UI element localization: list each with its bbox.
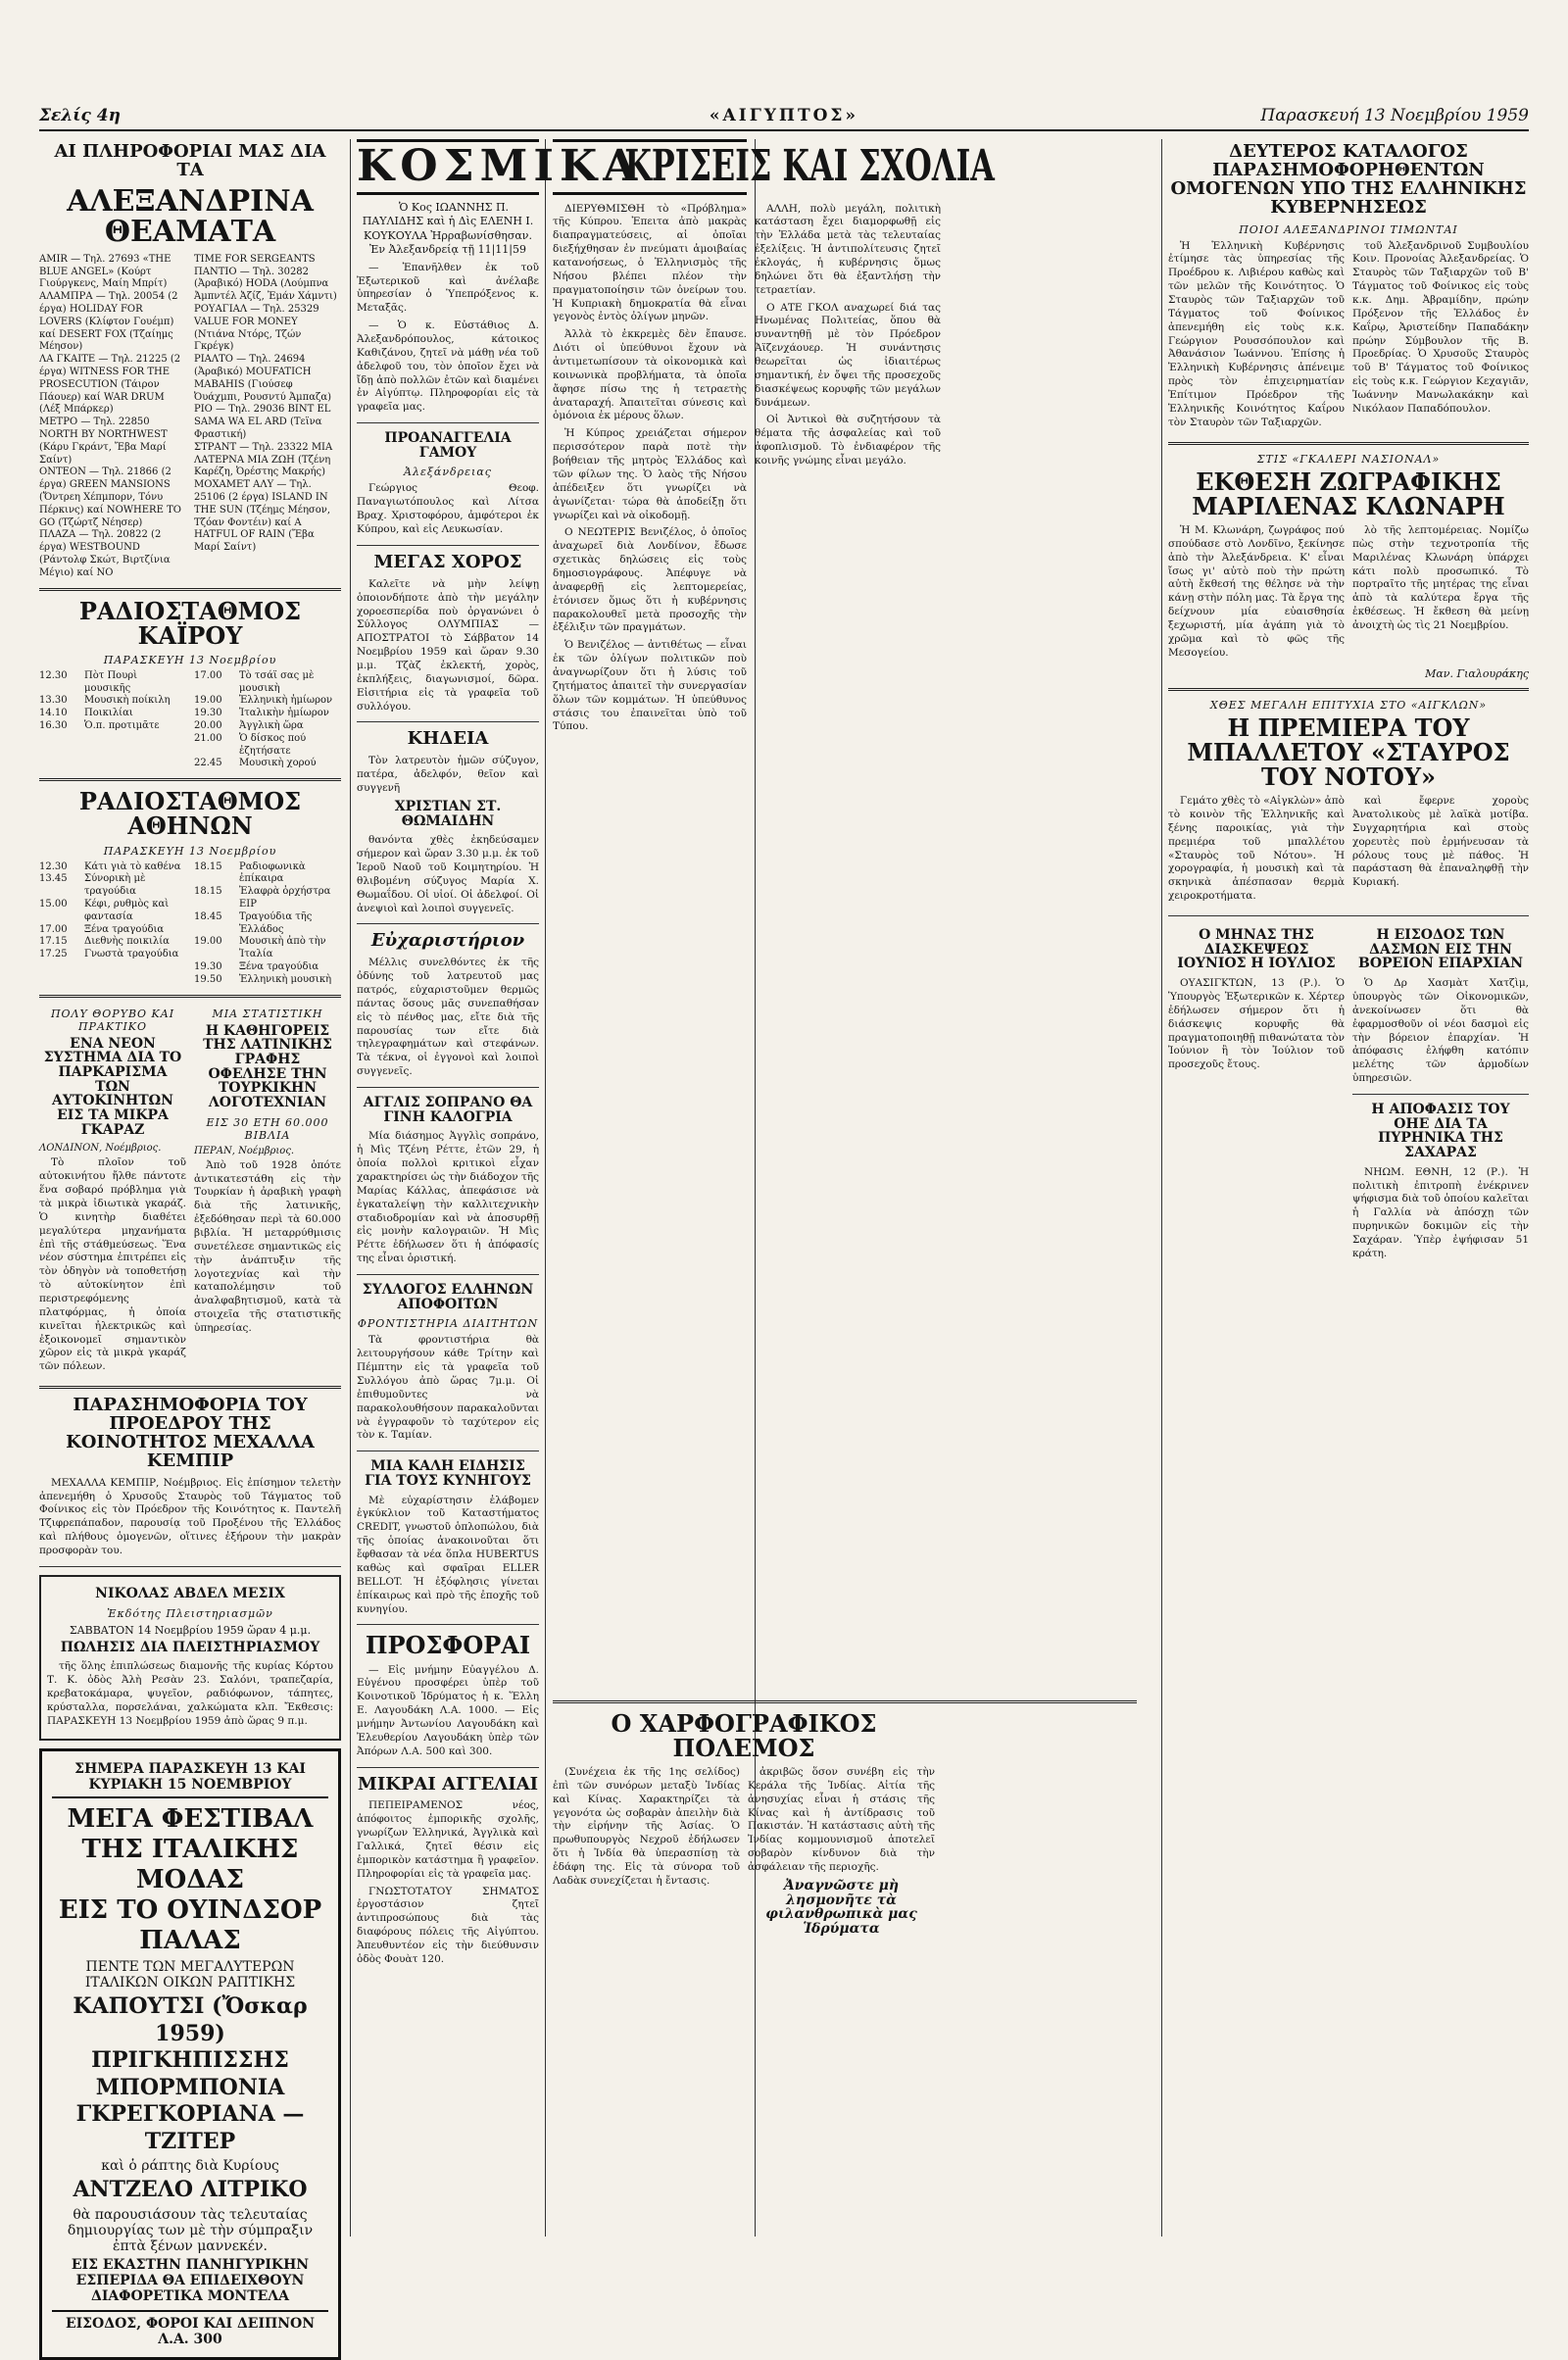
gallery-paragraph: Ἡ Μ. Κλωνάρη, ζωγράφος πού σπούδασε στὸ Λονδῖνο, ξεκίνησε ἀπὸ τὴν Ἀλεξάνδρεια. Κ' εἶναι ἴσως γι' αὐτὸ ποὺ τὴν πρώτη αὐτὴ ἔκθεσή της θέλησε νὰ τὴν κάνῃ στὴν πόλη μας. Τὰ ἔργα της δείχνουν μία εὐαισθησία ξεχωριστή, μία ἀγάπη γιὰ τὸ χρῶμα καὶ τὸ φῶς τῆς Μεσογείου.	[1168, 523, 1345, 659]
program: Ὁ δίσκος πού ἐζητήσατε	[239, 732, 307, 757]
program: Ἰταλικὴν ἡμίωρον	[239, 708, 329, 719]
cinema-entry: AMIR — Τηλ. 27693 «THE BLUE ANGEL» (Κούρτ Γιούργκενς, Μαίη Μπρίτ)	[39, 253, 172, 290]
funeral-intro: Τὸν λατρευτὸν ἡμῶν σύζυγον, πατέρα, ἀδελφόν, θεῖον καὶ συγγενῆ	[357, 755, 539, 795]
comment-paragraph: Ὁ Βενιζέλος — ἀντιθέτως — εἶναι ἐκ τῶν ὀλίγων πολιτικῶν ποὺ ἀναγνωρίζουν ὅτι ἡ λύσις τοῦ ζητήματος ἀπαιτεῖ τὴν συνεργασίαν ὅλων τῶν κομμάτων. Ἡ ὑπεύθυνος στάσις του ἐπαινεῖται ὑπὸ τοῦ Τύπου.	[553, 639, 747, 733]
traffic-dateline: ΛΟΝΔΙΝΟΝ, Νοέμβριος.	[39, 1143, 162, 1155]
cinema-listing	[39, 254, 341, 580]
ballet-kicker: ΧΘΕΣ ΜΕΓΑΛΗ ΕΠΙΤΥΧΙΑ ΣΤΟ «ΑΙΓΚΛΩΝ»	[1209, 698, 1488, 712]
program: Μουσικὴ ποίκιλη	[84, 695, 171, 707]
cinema-entry: ΡΙΟ — Τηλ. 29036 BINT EL SAMA WA EL ARD (Τεϊνα Φραστική)	[194, 404, 331, 440]
ballet-body	[1168, 795, 1529, 908]
wedding-title: ΠΡΟΑΝΑΓΓΕΛΙΑ ΓΑΜΟΥ	[384, 430, 512, 461]
cinema-entry: ΠΑΝΤΙΟ — Τηλ. 30282 (Ἀραβικό) HODA (Λούμπνα Ἀμπντέλ Ἀζίζ, Ἐμάν Χάμντι)	[194, 266, 337, 303]
funeral-name: ΧΡΙΣΤΙΑΝ ΣΤ. ΘΩΜΑΙΔΗΝ	[394, 798, 502, 829]
cinema-entry: TIME FOR SERGEANTS	[194, 253, 316, 265]
comment-paragraph: Ἀλλὰ τὸ ἐκκρεμὲς δὲν ἔπαυσε. Διότι οἱ ὑπεύθυνοι ἔχουν νὰ ἀντιμετωπίσουν τὰ οἰκονομικὰ καὶ κοινωνικὰ προβλήματα, τὰ ὁποῖα ἄφησε πίσω της ἡ τετραετὴς ἀναταραχή. Ἀπαιτεῖται σύνεσις καὶ ὁμόνοια ἐκ μέρους ὅλων.	[553, 328, 747, 422]
comment-paragraph: Ἡ Κύπρος χρειάζεται σήμερον περισσότερον παρὰ ποτὲ τὴν βοήθειαν τῆς μητρὸς Ἑλλάδος καὶ τῶν φίλων της. Ὁ λαὸς τῆς Νήσου ἀπέδειξεν ὅτι γνωρίζει νὰ ἀγωνίζεται· τώρα θὰ ἀποδείξῃ ὅτι γνωρίζει καὶ νὰ οἰκοδομῇ.	[553, 427, 747, 521]
comment-paragraph: Ο ΝΕΩΤΕΡΙΣ Βενιζέλος, ὁ ὁποῖος ἀναχωρεῖ διὰ Λονδίνον, ἔδωσε σχετικὰς δηλώσεις εἰς τοὺς δημοσιογράφους. Ἀπέφυγε νὰ ἀναφερθῇ εἰς λεπτομερείας, ἐτόνισεν ὅμως ὅτι ἡ κυβέρνησις παρακολουθεῖ μετὰ προσοχῆς τὴν ἐξέλιξιν τῶν πραγμάτων.	[553, 526, 747, 634]
comment-paragraph: Οἱ Ἀντικοὶ θὰ συζητήσουν τὰ θέματα τῆς ἀσφαλείας καὶ τοῦ ἀφοπλισμοῦ. Τὸ ἐνδιαφέρον τῆς κοινῆς γνώμης εἶναι μεγάλο.	[755, 414, 941, 467]
festival-line: ΚΑΠΟΥΤΣΙ (Ὄσκαρ 1959)	[73, 1993, 308, 2046]
program: Διεθνὴς ποικιλία	[84, 936, 170, 948]
ballet-paragraph: Γεμάτο χθὲς τὸ «Αἰγκλὼν» ἀπὸ τὸ κοινὸν τῆς Ἑλληνικῆς καὶ ξένης παροικίας, γιὰ τὴν πρεμιέρα τοῦ μπαλλέτου «Σταυρὸς τοῦ Νότου». Ἡ χορογραφία, ἡ μουσικὴ καὶ τὰ σκηνικὰ ἀπέσπασαν θερμὰ χειροκροτήματα.	[1168, 795, 1345, 903]
time: 12.30	[39, 860, 68, 872]
info-title: ΑΙ ΠΛΗΡΟΦΟΡΙΑΙ ΜΑΣ ΔΙΑ ΤΑ	[54, 141, 326, 180]
gallery-headline: ΕΚΘΕΣΗ ΖΩΓΡΑΦΙΚΗΣ ΜΑΡΙΛΕΝΑΣ ΚΛΩΝΑΡΗ	[1192, 467, 1505, 520]
program: Ποικιλίαι	[84, 708, 133, 719]
time: 20.00	[194, 720, 222, 732]
small-ad: ΓΝΩΣΤΟΤΑΤΟΥ ΣΗΜΑΤΟΣ ἐργοστάσιον ζητεῖ ἀντιπροσώπους διὰ τὰς διαφόρους πόλεις τῆς Αἰγύπτου. Ἀπευθυντέον εἰς τὴν διεύθυνσιν ὁδὸς Φουὰτ 120.	[357, 1885, 539, 1965]
catalog-title: ΔΕΥΤΕΡΟΣ ΚΑΤΑΛΟΓΟΣ ΠΑΡΑΣΗΜΟΦΟΡΗΘΕΝΤΩΝ ΟΜΟΓΕΝΩΝ ΥΠΟ ΤΗΣ ΕΛΛΗΝΙΚΗΣ ΚΥΒΕΡΝΗΣΕΩΣ	[1170, 141, 1527, 218]
program: Ραδιοφωνικὰ ἐπίκαιρα	[239, 860, 306, 885]
radio-cairo-title: ΡΑΔΙΟΣΤΑΘΜΟΣ ΚΑΪΡΟΥ	[78, 596, 302, 650]
stats-dateline: ΠΕΡΑΝ, Νοέμβριος.	[194, 1145, 295, 1156]
auction-body: τῆς ὅλης ἐπιπλώσεως διαμονῆς τῆς κυρίας Κόρτου Τ. Κ. ὁδὸς Ἀλὴ Ρεσὰν 23. Σαλόνι, τραπεζαρία, κρεβατοκάμαρα, ψυγεῖον, ραδιόφωνον, τάπητες, κρύσταλλα, πορσελάναι, χαλκώματα κλπ. Ἔκθεσις: ΠΑΡΑΣΚΕΥΗ 13 Νοεμβρίου 1959 ἀπὸ ὥρας 9 π.μ.	[47, 1660, 333, 1727]
cinema-entry: ΜΟΧΑΜΕΤ ΑΛΥ — Τηλ. 25106 (2 έργα) ISLAND IN THE SUN (Τζέημς Μέησον, Τζόαν Φοντέιν) καί A HATFUL OF RAIN (Ἔβα Μαρί Σαίντ)	[194, 479, 331, 554]
club-sub: ΦΡΟΝΤΙΣΤΗΡΙΑ ΔΙΑΙΤΗΤΩΝ	[357, 1317, 539, 1331]
time: 17.25	[39, 949, 68, 960]
war-paragraph: (Συνέχεια ἐκ τῆς 1ης σελίδος) ἐπὶ τῶν συνόρων μεταξὺ Ἰνδίας καὶ Κίνας. Χαρακτηρίζει τὰ γεγονότα ὡς σοβαρὰν ἀπειλὴν διὰ τὴν εἰρήνην τῆς Ἀσίας. Ὁ πρωθυπουργὸς Νεχροῦ ἐδήλωσεν ὅτι ἡ Ἰνδία θὰ ὑπερασπίσῃ τὰ ἐδάφη της. Εἰς τὰ σύνορα τοῦ Λαδὰκ συνεχίζεται ἡ ἔντασις.	[553, 1765, 740, 1887]
sahara-headline: Η ΑΠΟΦΑΣΙΣ ΤΟΥ ΟΗΕ ΔΙΑ ΤΑ ΠΥΡΗΝΙΚΑ ΤΗΣ ΣΑΧΑΡΑΣ	[1371, 1101, 1510, 1160]
time: 12.30	[39, 669, 68, 681]
radio-athens-schedule	[39, 861, 341, 987]
program: Ξένα τραγούδια	[239, 961, 319, 972]
duties-body: Ὁ Δρ Χασμὰτ Χατζὶμ, ὑπουργὸς τῶν Οἰκονομικῶν, ἀνεκοίνωσεν ὅτι θὰ ἐφαρμοσθοῦν οἱ νέοι δασμοὶ εἰς τὴν βόρειον ἐπαρχίαν. Ἡ ἀπόφασις ἐλήφθη κατόπιν μελέτης τῶν ἁρμοδίων ὑπηρεσιῶν.	[1352, 977, 1529, 1085]
column-3	[553, 139, 1137, 1942]
comment-paragraph: Ο ΑΤΕ ΓΚΟΛ αναχωρεί διά τας Ηνωμένας Πολιτείας, ὅπου θὰ συναντηθῇ μὲ τὸν Πρόεδρον Ἀϊζενχάουερ. Ἡ συνάντησις θεωρεῖται ὡς ἰδιαιτέρως σημαντική, ἐν ὄψει τῆς προσεχοῦς διασκέψεως κορυφῆς τῶν μεγάλων δυνάμεων.	[755, 301, 941, 409]
decoration-body: ΜΕΧΑΛΛΑ ΚΕΜΠΙΡ, Νοέμβριος. Εἰς ἐπίσημον τελετὴν ἀπενεμήθη ὁ Χρυσοῦς Σταυρὸς τοῦ Τάγματος τοῦ Φοίνικος εἰς τὸν Πρόεδρον τῆς Κοινότητος κ. Παντελῆ Τζιφρεπάπαδον, παρουσίᾳ τοῦ Προξένου τῆς Ἑλλάδος καὶ πλήθους ὁμογενῶν, οἵτινες ἐξήρουν τὴν μακρὰν προσφορὰν του.	[39, 1476, 341, 1557]
small-ads-title: ΜΙΚΡΑΙ ΑΓΓΕΛΙΑΙ	[357, 1773, 539, 1795]
page-number: Σελίς 4η	[39, 106, 121, 125]
program: Γνωστὰ τραγούδια	[84, 949, 179, 960]
program: Ὁ.π. προτιμᾶτε	[84, 720, 160, 732]
news-briefs	[1168, 924, 1529, 1265]
fashion-festival-ad	[39, 1748, 341, 2360]
thanks-title: Εὐχαριστήριον	[370, 930, 525, 952]
festival-line: ΓΚΡΕΓΚΟΡΙΑΝΑ — ΤΖΙΤΕΡ	[75, 2101, 305, 2154]
time: 19.50	[194, 973, 222, 985]
sahara-body: ΝΗΩΜ. ΕΘΝΗ, 12 (Ρ.). Ἡ πολιτικὴ ἐπιτροπὴ ἐνέκρινεν ψήφισμα διὰ τοῦ ὁποίου καλεῖται ἡ Γαλλία νὰ ἀπόσχῃ τῶν πυρηνικῶν δοκιμῶν εἰς τὴν Σαχάραν. Ὑπὲρ ἐψήφισαν 51 κράτη.	[1352, 1165, 1529, 1259]
time: 17.00	[194, 669, 222, 681]
dance-body: Καλεῖτε νὰ μὴν λείψῃ ὁποιονδήποτε ἀπὸ τὴν μεγάλην χοροεσπερίδα ποὺ ὀργανώνει ὁ Σύλλογος ΟΛΥΜΠΙΑΣ — ΑΠΟΣΤΡΑΤΟΙ τὸ Σάββατον 14 Νοεμβρίου 1959 καὶ ὥραν 9.30 μ.μ. Τζὰζ ἐκλεκτή, χορὸς, ἐκπλήξεις, διαγωνισμοί, δῶρα. Εἰσιτήρια εἰς τὰ γραφεῖα τοῦ συλλόγου.	[357, 577, 539, 713]
auction-ad	[39, 1575, 341, 1741]
opera-body: Μία διάσημος Ἀγγλὶς σοπράνο, ἡ Μὶς Τζένη Ρέττε, ἐτῶν 29, ἡ ὁποία πολλοὶ κριτικοὶ εἶχαν χαρακτηρίσει ὡς τὴν διάδοχον τῆς Μαρίας Κάλλας, ἀπεφάσισε νὰ ἐγκαταλείψῃ τὴν καλλιτεχνικὴν σταδιοδρομίαν καὶ νὰ ἀποσυρθῇ εἰς μονὴν καλογραιῶν. Ἡ Μὶς Ρέττε ἐδήλωσεν ὅτι ἡ ἀπόφασίς της εἶναι ὁριστική.	[357, 1130, 539, 1265]
ballet-paragraph: καὶ ἔφερνε χοροὺς Ἀνατολικοὺς μὲ λαϊκὰ μοτίβα. Συγχαρητήρια καὶ στοὺς χορευτὲς ποὺ ἐρμήνευσαν τὰ ρόλους τους μὲ πάθος. Ἡ παράσταση θὰ ἐπαναληφθῇ τὴν Κυριακή.	[1352, 795, 1529, 889]
cinema-entry: ΛΑ ΓΚΑΙΤΕ — Τηλ. 21225 (2 έργα) WITNESS FOR THE PROSECUTION (Τάιρον Πάουερ) καί WAR DRUM (Λέξ Μπάρκερ)	[39, 354, 181, 416]
war-body	[553, 1766, 935, 1942]
small-ad: ΠΕΠΕΙΡΑΜΕΝΟΣ νέος, ἀπόφοιτος ἐμπορικῆς σχολῆς, γνωρίζων Ἑλληνικά, Ἀγγλικὰ καὶ Γαλλικά, ζητεῖ θέσιν εἰς ἐμπορικὸν κατάστημα ἢ γραφεῖον. Πληροφορίαι εἰς τὰ γραφεῖα μας.	[357, 1799, 539, 1880]
cinema-entry: ΑΛΑΜΠΡΑ — Τηλ. 20054 (2 έργα) HOLIDAY FOR LOVERS (Κλίφτον Γουέμπ) καί DESERT FOX (Τζαίημς Μέησον)	[39, 291, 178, 353]
gallery-paragraph: λὸ τῆς λεπτομέρειας. Νομίζω πὼς στὴν τεχνοτροπία τῆς Μαριλένας Κλωνάρη ὑπάρχει κάτι πολὺ προσωπικό. Τὸ πορτραῖτο τῆς μητέρας της εἶναι ἀπὸ τὰ καλύτερα ἔργα τῆς ἐκθέσεως. Ἡ ἔκθεση θὰ μείνῃ ἀνοιχτὴ ὡς τὶς 21 Νοεμβρίου.	[1352, 523, 1529, 631]
program: Τὸ τσάϊ σας μὲ μουσικὴ	[239, 669, 315, 694]
club-title: ΣΥΛΛΟΓΟΣ ΕΛΛΗΝΩΝ ΑΠΟΦΟΙΤΩΝ	[362, 1282, 534, 1312]
stats-body: Ἀπὸ τοῦ 1928 ὁπότε ἀντικατεστάθη εἰς τὴν Τουρκίαν ἡ ἀραβικὴ γραφὴ διὰ τῆς λατινικῆς, ἐξεδόθησαν περὶ τὰ 60.000 βιβλία. Ἡ μεταρρύθμισις συνετέλεσε σημαντικῶς εἰς τὴν ἀνάπτυξιν τῆς λογοτεχνίας καὶ τὴν καταπολέμησιν τοῦ ἀναλφαβητισμοῦ, κατὰ τὰ στοιχεῖα τῆς στατιστικῆς ὑπηρεσίας.	[194, 1158, 341, 1335]
radio-cairo-schedule	[39, 670, 341, 770]
program: Μουσικὴ ἀπὸ τὴν Ἰταλία	[239, 936, 326, 960]
festival-line: ΠΡΙΓΚΗΠΙΣΣΗΣ ΜΠΟΡΜΠΟΝΙΑ	[91, 2047, 289, 2100]
radio-athens-date: ΠΑΡΑΣΚΕΥΗ 13 Νοεμβρίου	[103, 844, 277, 858]
cinema-entry: ΡΙΑΛΤΟ — Τηλ. 24694 (Ἀραβικό) MOUFATICH MABAHIS (Γιούσεφ Ὀυάχμπι, Ρουσντύ Ἀμπαζα)	[194, 354, 332, 403]
auction-sub: Ἐκδότης Πλειστηριασμῶν	[107, 1606, 273, 1620]
time: 15.00	[39, 899, 68, 910]
wedding-sub: Ἀλεξάνδρειας	[404, 466, 492, 479]
time: 17.00	[39, 923, 68, 935]
festival-line: ΠΕΝΤΕ ΤΩΝ ΜΕΓΑΛΥΤΕΡΩΝ ΙΤΑΛΙΚΩΝ ΟΙΚΩΝ ΡΑΠΤΙΚΗΣ	[84, 1959, 296, 1991]
comment-paragraph: ΑΛΛΗ, πολὺ μεγάλη, πολιτικὴ κατάσταση ἔχει διαμορφωθῇ εἰς τὴν Ἑλλάδα μετὰ τὰς τελευταίας ἐξελίξεις. Ἡ ἀντιπολίτευσις ζητεῖ ἐκλογάς, ἡ κυβέρνησις ὅμως δηλώνει ὅτι θὰ ἐξαντλήσῃ τὴν τετραετίαν.	[755, 202, 941, 296]
paper-title: «ΑΙΓΥΠΤΟΣ»	[709, 106, 859, 125]
festival-line: ΑΝΤΖΕΛΟ ΛΙΤΡΙΚΟ	[73, 2177, 308, 2203]
program: Ἀγγλικὴ ὥρα	[239, 720, 304, 732]
festival-line: ΕΙΣ ΕΚΑΣΤΗΝ ΠΑΝΗΓΥΡΙΚΗΝ ΕΣΠΕΡΙΔΑ ΘΑ ΕΠΙΔΕΙΧΘΟΥΝ ΔΙΑΦΟΡΕΤΙΚΑ ΜΟΝΤΕΛΑ	[71, 2256, 310, 2304]
catalog-sub: ΠΟΙΟΙ ΑΛΕΞΑΝΔΡΙΝΟΙ ΤΙΜΩΝΤΑΙ	[1239, 222, 1458, 236]
iraq-headline: Ο ΜΗΝΑΣ ΤΗΣ ΔΙΑΣΚΕΨΕΩΣ ΙΟΥΝΙΟΣ Η ΙΟΥΛΙΟΣ	[1177, 927, 1336, 972]
program: Κέφι, ρυθμὸς καὶ φαντασία	[84, 899, 170, 922]
cinema-entry: ΡΟΥΑΓΙΑΛ — Τηλ. 25329 VALUE FOR MONEY (Ντιάνα Ντόρς, Τζών Γκρέγκ)	[194, 303, 319, 353]
cinema-entry: ΟΝΤΕΟΝ — Τηλ. 21866 (2 έργα) GREEN MANSIONS (Ὄντρεη Χέπμπορν, Τόνυ Πέρκινς) καί NOWHERE TO GO (Τζώρτζ Νέησερ)	[39, 467, 181, 528]
festival-line: θὰ παρουσιάσουν τὰς τελευταίας δημιουργίας των μὲ τὴν σύμπραξιν ἐπτὰ ξένων μαννεκέν.	[67, 2206, 314, 2254]
time: 13.45	[39, 873, 68, 885]
stats-subhead: ΕΙΣ 30 ΕΤΗ 60.000 ΒΙΒΛΙΑ	[206, 1115, 329, 1142]
festival-line: ΜΕΓΑ ΦΕΣΤΙΒΑΛ	[67, 1803, 314, 1834]
program: Ἑλληνικὴ μουσικὴ	[239, 973, 332, 985]
time: 21.00	[194, 732, 222, 744]
auction-name: ΝΙΚΟΛΑΣ ΑΒΔΕΛ ΜΕΣΙΧ	[95, 1585, 285, 1601]
cinema-entry: ΜΕΤΡΟ — Τηλ. 22850 NORTH BY NORTHWEST (Κάρυ Γκράντ, Ἔβα Μαρί Σαίντ)	[39, 417, 168, 466]
wedding-body: Γεώργιος Θεοφ. Παναγιωτόπουλος καὶ Λίτσα Βραχ. Χριστοφόρου, ἀμφότεροι ἐκ Κύπρου, καὶ εἰς Λευκωσίαν.	[357, 482, 539, 536]
time: 18.45	[194, 910, 222, 922]
program: Μουσικὴ χορού	[239, 758, 317, 769]
catalog-paragraph: τοῦ Ἀλεξανδρινοῦ Συμβουλίου Κοιν. Προνοίας Ἀλεξανδρείας. Ὁ Σταυρὸς τῶν Ταξιαρχῶν τοῦ Β' Τάγματος τοῦ Φοίνικος εἰς τοὺς κ.κ. Δημ. Ἀβραμίδην, πρώην Πρόξενον τῆς Ἑλλάδος ἐν Καΐρῳ, Ἀριστείδην Παπαδάκην πρώην Σύμβουλον τῆς Β. Προεδρίας. Ὁ Χρυσοῦς Σταυρὸς τοῦ Β' Τάγματος τοῦ Φοίνικος εἰς τοὺς κ.κ. Γεώργιον Κεχαγιᾶν, Ἰωάννην Μανωλακάκην καὶ Νικόλαον Παπαδόπουλον.	[1352, 239, 1529, 415]
time: 19.30	[194, 961, 222, 972]
time: 19.00	[194, 936, 222, 948]
column-2	[357, 139, 643, 1971]
social-item: — Ὁ κ. Εὐστάθιος Δ. Ἀλεξανδρόπουλος, κάτοικος Καθιζάνου, ζητεῖ νὰ μάθῃ νέα τοῦ ἀδελφοῦ του, τὸν ὁποῖον ἔχει νὰ ἴδῃ ἀπὸ πολλῶν ἐτῶν καὶ διαμένει ἐν Αἰγύπτῳ. Πληροφορίαι εἰς τὰ γραφεῖα μας.	[357, 320, 539, 414]
time: 22.45	[194, 758, 222, 769]
comments-title-text: ΚΡΙΣΕΙΣ ΚΑΙ ΣΧΟΛΙΑ	[624, 141, 995, 191]
gallery-kicker: ΣΤΙΣ «ΓΚΑΛΕΡΙ ΝΑΣΙΟΝΑΛ»	[1256, 452, 1441, 466]
offers-body: — Εἰς μνήμην Εὐαγγέλου Δ. Εὐγένου προσφέρει ὑπὲρ τοῦ Κοινοτικοῦ Ἰδρύματος ἡ κ. Ἕλλη Ε. Λαγουδάκη Λ.Α. 1000. — Εἰς μνήμην Ἀντωνίου Λαγουδάκη καὶ Ἐλευθερίου Λαγουδάκη ὑπὲρ τῶν Ἀπόρων Λ.Α. 500 καὶ 300.	[357, 1663, 539, 1757]
theatres-title: ΑΛΕΞΑΝΔΡΙΝΑ ΘΕΑΜΑΤΑ	[67, 183, 314, 250]
festival-entry: ΕΙΣΟΔΟΣ, ΦΟΡΟΙ ΚΑΙ ΔΕΙΠΝΟΝ Λ.Α. 300	[52, 2310, 328, 2347]
time: 19.00	[194, 695, 222, 707]
war-paragraph: ἀκριβῶς ὅσον συνέβη εἰς τὴν Κεράλα τῆς Ἰνδίας. Αἰτία τῆς ἀνησυχίας εἶναι ἡ στάσις τῆς Κίνας καὶ ἡ ἀντίδρασις τοῦ Πακιστάν. Ἡ κατάστασις αὐτὴ τῆς Ἰνδίας κομμουνισμοῦ ἀποτελεῖ σοβαρὸν κίνδυνον διὰ τὴν ἀσφάλειαν τῆς περιοχῆς.	[748, 1765, 935, 1873]
traffic-and-stats	[39, 1006, 341, 1379]
traffic-kicker: ΠΟΛΥ ΘΟΡΥΒΟ ΚΑΙ ΠΡΑΚΤΙΚΟ	[50, 1007, 175, 1033]
traffic-headline: ΕΝΑ ΝΕΟΝ ΣΥΣΤΗΜΑ ΔΙΑ ΤΟ ΠΑΡΚΑΡΙΣΜΑ ΤΩΝ ΑΥΤΟΚΙΝΗΤΩΝ ΕΙΣ ΤΑ ΜΙΚΡΑ ΓΚΑΡΑΖ	[43, 1035, 182, 1138]
column-rule	[350, 139, 351, 2237]
time: 18.15	[194, 860, 222, 872]
program: Ξένα τραγούδια	[84, 923, 165, 935]
festival-dates: ΣΗΜΕΡΑ ΠΑΡΑΣΚΕΥΗ 13 ΚΑΙ ΚΥΡΙΑΚΗ 15 ΝΟΕΜΒΡΙΟΥ	[52, 1761, 328, 1798]
opera-title: ΑΓΓΛΙΣ ΣΟΠΡΑΝΟ ΘΑ ΓΙΝΗ ΚΑΛΟΓΡΙΑ	[363, 1095, 533, 1125]
traffic-body: Τὸ πλοῖον τοῦ αὐτοκινήτου ἤλθε πάντοτε ἕνα σοβαρό πρόβλημα γιὰ τὰ μικρὰ ἰδιωτικὰ γκαράζ. Ὁ κινητὴρ διαθέτει μεγαλύτερα μηχανήματα ἐπὶ τῆς στάθμεύσεως. Ἕνα νέον σύστημα ἐπιτρέπει εἰς τὸν ὁδηγὸν νὰ τοποθετήσῃ τὸ αὐτοκίνητον ἐπὶ περιστρεφόμενης πλατφόρμας, ἡ ὁποία κινεῖται ἠλεκτρικῶς καὶ ἐξοικονομεῖ σημαντικὸν χῶρον εἰς τὰ μικρὰ γκαράζ τῶν πόλεων.	[39, 1156, 186, 1373]
time: 17.15	[39, 936, 68, 948]
duties-headline: Η ΕΙΣΟΔΟΣ ΤΩΝ ΔΑΣΜΩΝ ΕΙΣ ΤΗΝ ΒΟΡΕΙΟΝ ΕΠΑΡΧΙΑΝ	[1358, 927, 1523, 972]
hunters-body: Μὲ εὐχαρίστησιν ἐλάβομεν ἐγκύκλιον τοῦ Καταστήματος CREDIT, γνωστοῦ ὁπλοπώλου, διὰ τῆς ὁποίας ἀνακοινοῦται ὅτι ἔφθασαν τὰ νέα ὅπλα HUBERTUS καθὼς καὶ σφαῖραι ELLER BELLOT. Ἡ ἐξόφλησις γίνεται ἐπίκαιρως καὶ πρὸ τῆς ἐποχῆς τοῦ κυνηγίου.	[357, 1494, 539, 1615]
catalog-paragraph: Ἡ Ἑλληνικὴ Κυβέρνησις ἐτίμησε τὰς ὑπηρεσίας τῆς Προέδρου κ. Λιβιέρου καθὼς καὶ τῶν μελῶν τῆς Κοινότητος. Ὁ Σταυρὸς τῶν Ταξιαρχῶν τοῦ Τάγματος τοῦ Φοίνικος ἀπενεμήθη εἰς τοὺς κ.κ. Γεώργιον Ρουσσόπουλον καὶ Ἀθανάσιον Ἰωάννου. Ἐπίσης ἡ Ἑλληνικὴ Κυβέρνησις ἀπένειμε πρὸς τὸν ἐπιχειρηματίαν Ἐπίτιμον Πρόεδρον τῆς Ἑλληνικῆς Κοινότητος Καΐρου τὸν Σταυρὸν τῶν Ταξιαρχῶν.	[1168, 239, 1345, 428]
funeral-title: ΚΗΔΕΙΑ	[407, 728, 489, 750]
dance-title: ΜΕΓΑΣ ΧΟΡΟΣ	[373, 551, 522, 572]
cinema-entry: ΣΤΡΑΝΤ — Τηλ. 23322 ΜΙΑ ΛΑΤΕΡΝΑ ΜΙΑ ΖΩΗ (Τζένη Καρέζη, Ὀρέστης Μακρής)	[194, 441, 333, 478]
program: Σύνορικὴ μὲ τραγούδια	[84, 873, 146, 898]
column-rule	[545, 139, 546, 2237]
time: 18.15	[194, 886, 222, 898]
comment-paragraph: ΔΙΕΡΥΘΜΙΣΘΗ τὸ «Πρόβλημα» τῆς Κύπρου. Ἐπειτα ἀπὸ μακρὰς διαπραγματεύσεις, αἱ ὁποῖαι διεξήχθησαν ἐν πνεύματι ἀμοιβαίας κατανοήσεως, ὁ Ἑλληνισμὸς τῆς Νήσου βλέπει πλέον τὴν πραγματοποίησιν τῶν ὀνείρων του. Ἡ Κυπριακὴ δημοκρατία θὰ εἶναι γεγονὸς ἐντὸς ὀλίγων μηνῶν.	[553, 202, 747, 323]
auction-headline: ΠΩΛΗΣΙΣ ΔΙΑ ΠΛΕΙΣΤΗΡΙΑΣΜΟΥ	[60, 1639, 320, 1655]
gallery-body	[1168, 524, 1529, 664]
festival-line: ΕΙΣ ΤΟ ΟΥΙΝΔΣΟΡ ΠΑΛΑΣ	[58, 1895, 322, 1956]
hunters-title: ΜΙΑ ΚΑΛΗ ΕΙΔΗΣΙΣ ΓΙΑ ΤΟΥΣ ΚΥΝΗΓΟΥΣ	[365, 1458, 531, 1489]
time: 19.30	[194, 708, 222, 719]
festival-line: καὶ ὁ ράπτης διὰ Κυρίους	[101, 2158, 279, 2175]
program: Πὸτ Πουρὶ μουσικῆς	[84, 669, 138, 694]
issue-date: Παρασκευή 13 Νοεμβρίου 1959	[1260, 106, 1529, 125]
program: Τραγούδια τῆς Ἑλλάδος	[239, 910, 313, 935]
gallery-signature: Μαν. Γιαλουράκης	[1425, 666, 1529, 680]
offers-title: ΠΡΟΣΦΟΡΑΙ	[365, 1631, 531, 1660]
cinema-entry: ΠΛΑΖΑ — Τηλ. 20822 (2 έργα) WESTBOUND (Ράντολφ Σκώτ, Βιρτζίνια Μέγιο) καί NO	[39, 529, 171, 578]
funeral-body: θανόντα χθὲς ἐκηδεύσαμεν σήμερον καὶ ὥραν 3.30 μ.μ. ἐκ τοῦ Ἱεροῦ Ναοῦ τοῦ Κοιμητηρίου. Ἡ θλιβομένη σύζυγος Μαρία Χ. Θωμαΐδου. Οἱ υἱοί. Οἱ ἀδελφοί. Οἱ ἀνεψιοὶ καὶ λοιποὶ συγγενεῖς.	[357, 834, 539, 914]
iraq-body: ΟΥΑΣΙΓΚΤΩΝ, 13 (Ρ.). Ὁ Ὑπουργὸς Ἐξωτερικῶν κ. Χέρτερ ἐδήλωσεν σήμερον ὅτι ἡ διάσκεψις κορυφῆς θὰ πραγματοποιηθῇ πιθανώτατα τὸν Ἰούνιον ἢ τὸν Ἰούλιον τοῦ προσεχοῦς ἔτους.	[1168, 977, 1345, 1071]
festival-line: ΤΗΣ ΙΤΑΛΙΚΗΣ ΜΟΔΑΣ	[81, 1834, 299, 1894]
program: Κάτι γιὰ τὸ καθένα	[84, 860, 181, 872]
auction-date: ΣΑΒΒΑΤΟΝ 14 Νοεμβρίου 1959 ὥραν 4 μ.μ.	[69, 1623, 312, 1637]
social-item: Ὁ Κος ΙΩΑΝΝΗΣ Π. ΠΑΥΛΙΔΗΣ καὶ ἡ Δὶς ΕΛΕΝΗ Ι. ΚΟΥΚΟΥΛΑ Ἠρραβωνίσθησαν. Ἐν Ἀλεξανδρείᾳ τῇ 11|11|59	[362, 200, 534, 257]
ballet-headline: Η ΠΡΕΜΙΕΡΑ ΤΟΥ ΜΠΑΛΛΕΤΟΥ «ΣΤΑΥΡΟΣ ΤΟΥ ΝΟΤΟΥ»	[1187, 713, 1510, 791]
stats-headline: Η ΚΑΘΗΓΟΡΕΙΣ ΤΗΣ ΛΑΤΙΝΙΚΗΣ ΓΡΑΦΗΣ ΟΦΕΛΗΣΕ ΤΗΝ ΤΟΥΡΚΙΚΗΝ ΛΟΓΟΤΕΧΝΙΑΝ	[203, 1022, 332, 1111]
program: Ἐλαφρὰ ὀρχήστρα EIP	[239, 886, 331, 910]
masthead	[39, 102, 1529, 131]
radio-cairo-date: ΠΑΡΑΣΚΕΥΗ 13 Νοεμβρίου	[103, 653, 277, 666]
radio-athens-title: ΡΑΔΙΟΣΤΑΘΜΟΣ ΑΘΗΝΩΝ	[78, 787, 302, 841]
time: 13.30	[39, 695, 68, 707]
thanks-body: Μέλλις συνελθόντες ἐκ τῆς ὀδύνης τοῦ λατρευτοῦ μας πατρός, εὐχαριστοῦμεν θερμῶς πάντας ὅσους μᾶς συνεπαθήσαν εἰς τὸ πένθος μας, εἴτε διὰ τῆς παρουσίας των εἴτε διὰ τηλεγραφημάτων καὶ στεφάνων. Τὰ τέκνα, οἱ ἐγγονοὶ καὶ λοιποὶ συγγενεῖς.	[357, 957, 539, 1078]
club-body: Τὰ φροντιστήρια θὰ λειτουργήσουν κάθε Τρίτην καὶ Πέμπτην εἰς τὰ γραφεῖα τοῦ Συλλόγου ἀπὸ ὥρας 7μ.μ. Οἱ ἐπιθυμοῦντες νὰ παρακολουθήσουν παρακαλοῦνται νὰ ἐγγραφοῦν τὸ ταχύτερον εἰς τὸν κ. Ταμίαν.	[357, 1334, 539, 1442]
charity-note: Ἀναγνῶστε μὴ λησμονῆτε τὰ φιλανθρωπικὰ μας Ἱδρύματα	[765, 1877, 917, 1937]
war-headline: Ο ΧΑΡΦΟΓΡΑΦΙΚΟΣ ΠΟΛΕΜΟΣ	[611, 1708, 877, 1762]
comments-title	[553, 139, 995, 195]
social-title: ΚΟΣΜΙΚΑ	[357, 139, 539, 195]
catalog-body	[1168, 240, 1529, 434]
column-rule	[1161, 139, 1162, 2237]
comments-body	[553, 203, 1137, 1693]
column-1	[39, 139, 341, 2360]
time: 16.30	[39, 720, 68, 732]
decoration-headline: ΠΑΡΑΣΗΜΟΦΟΡΙΑ ΤΟΥ ΠΡΟΕΔΡΟΥ ΤΗΣ ΚΟΙΝΟΤΗΤΟΣ ΜΕΧΑΛΛΑ ΚΕΜΠΙΡ	[66, 1395, 315, 1471]
column-4	[1168, 139, 1529, 1265]
stats-kicker: ΜΙΑ ΣΤΑΤΙΣΤΙΚΗ	[212, 1007, 323, 1020]
social-item: — Ἐπανῆλθεν ἐκ τοῦ Ἐξωτερικοῦ καὶ ἀνέλαβε ὑπηρεσίαν ὁ Ὑπεπρόξενος κ. Μεταξᾶς.	[357, 261, 539, 315]
program: Ἑλληνικὴ ἡμίωρον	[239, 695, 333, 707]
time: 14.10	[39, 708, 68, 719]
